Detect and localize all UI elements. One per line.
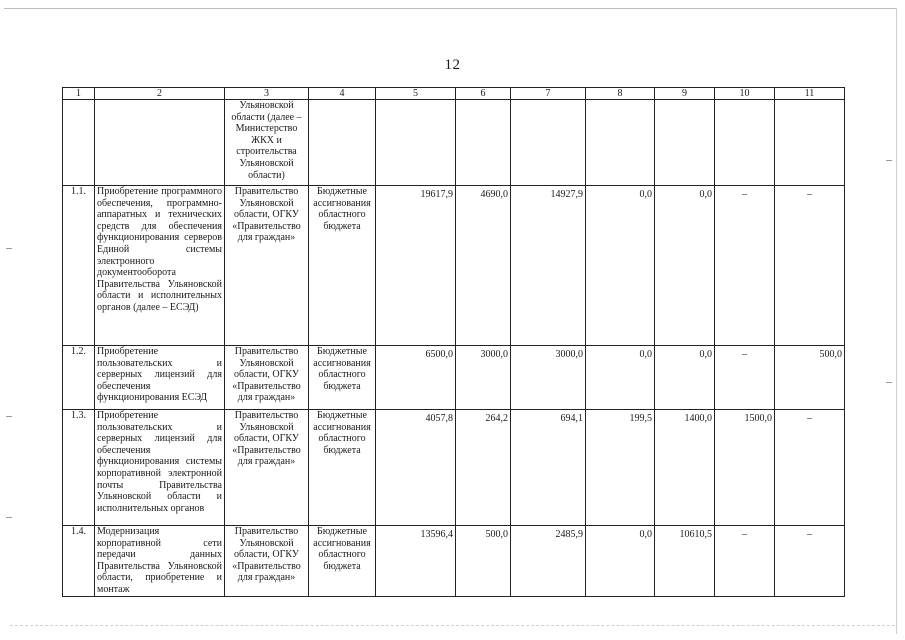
table-cell <box>715 100 775 186</box>
value-cell: 0,0 <box>586 526 655 597</box>
value-cell: 1400,0 <box>655 410 715 526</box>
value-cell: 199,5 <box>586 410 655 526</box>
scan-noise <box>10 625 895 628</box>
value-cell: 0,0 <box>655 186 715 346</box>
value-cell: – <box>775 410 845 526</box>
item-name: Приобретение программного обеспечения, программно-аппаратных и технических средств для обеспечения функционирования серверов Единой системы электронного документооборота Правительства Ульяновской области и исполнительных органов (далее – ЕСЭД) <box>95 186 225 346</box>
executor-cell: Правительство Ульяновской области, ОГКУ «Правительство для граждан» <box>225 410 309 526</box>
column-header: 10 <box>715 88 775 100</box>
value-cell: – <box>715 186 775 346</box>
total-cell: 19617,9 <box>376 186 456 346</box>
column-header: 11 <box>775 88 845 100</box>
page-number: 12 <box>444 57 461 73</box>
column-header: 5 <box>376 88 456 100</box>
table-cell <box>309 100 376 186</box>
table-row <box>63 410 845 526</box>
budget-table <box>62 87 845 597</box>
value-cell: 14927,9 <box>511 186 586 346</box>
executor-cell: Правительство Ульяновской области, ОГКУ «Правительство для граждан» <box>225 526 309 597</box>
item-number: 1.2. <box>63 346 95 410</box>
source-cell: Бюджетные ассигнования областного бюджета <box>309 410 376 526</box>
value-cell: 500,0 <box>775 346 845 410</box>
total-cell: 6500,0 <box>376 346 456 410</box>
value-cell: 264,2 <box>456 410 511 526</box>
total-cell: 13596,4 <box>376 526 456 597</box>
executor-cell: Ульяновской области (далее – Министерство ЖКХ и строительства Ульяновской области) <box>225 100 309 186</box>
item-number: 1.4. <box>63 526 95 597</box>
table-cell <box>95 100 225 186</box>
value-cell: – <box>775 526 845 597</box>
value-cell: 3000,0 <box>511 346 586 410</box>
value-cell: 1500,0 <box>715 410 775 526</box>
table-cell <box>655 100 715 186</box>
table-cell <box>586 100 655 186</box>
value-cell: – <box>715 526 775 597</box>
value-cell: – <box>775 186 845 346</box>
value-cell: 10610,5 <box>655 526 715 597</box>
scan-mark <box>886 160 892 161</box>
column-header: 1 <box>63 88 95 100</box>
column-header: 4 <box>309 88 376 100</box>
table-cell <box>456 100 511 186</box>
source-cell: Бюджетные ассигнования областного бюджета <box>309 526 376 597</box>
column-header: 7 <box>511 88 586 100</box>
column-header: 6 <box>456 88 511 100</box>
scan-mark <box>6 416 12 417</box>
column-header: 3 <box>225 88 309 100</box>
item-name: Приобретение пользовательских и серверных лицензий для обеспечения функционирования системы корпоративной электронной почты Правительства Ульяновской области и исполнительных органов <box>95 410 225 526</box>
table-row-continuation <box>63 100 845 186</box>
column-header: 2 <box>95 88 225 100</box>
source-cell: Бюджетные ассигнования областного бюджета <box>309 186 376 346</box>
value-cell: 500,0 <box>456 526 511 597</box>
table-cell <box>376 100 456 186</box>
value-cell: – <box>715 346 775 410</box>
value-cell: 2485,9 <box>511 526 586 597</box>
scan-mark <box>886 382 892 383</box>
table-row <box>63 346 845 410</box>
table-header-row <box>63 88 845 100</box>
total-cell: 4057,8 <box>376 410 456 526</box>
table-row <box>63 186 845 346</box>
item-number: 1.3. <box>63 410 95 526</box>
table-cell <box>511 100 586 186</box>
value-cell: 3000,0 <box>456 346 511 410</box>
value-cell: 0,0 <box>586 346 655 410</box>
source-cell: Бюджетные ассигнования областного бюджета <box>309 346 376 410</box>
scan-mark <box>6 517 12 518</box>
value-cell: 694,1 <box>511 410 586 526</box>
item-name: Приобретение пользовательских и серверных лицензий для обеспечения функционирования ЕСЭД <box>95 346 225 410</box>
item-number: 1.1. <box>63 186 95 346</box>
value-cell: 0,0 <box>655 346 715 410</box>
value-cell: 4690,0 <box>456 186 511 346</box>
executor-cell: Правительство Ульяновской области, ОГКУ «Правительство для граждан» <box>225 346 309 410</box>
table-cell <box>63 100 95 186</box>
item-name: Модернизация корпоративной сети передачи данных Правительства Ульяновской области, приобретение и монтаж <box>95 526 225 597</box>
column-header: 8 <box>586 88 655 100</box>
value-cell: 0,0 <box>586 186 655 346</box>
table-row <box>63 526 845 597</box>
column-header: 9 <box>655 88 715 100</box>
executor-cell: Правительство Ульяновской области, ОГКУ «Правительство для граждан» <box>225 186 309 346</box>
scan-mark <box>6 248 12 249</box>
table-cell <box>775 100 845 186</box>
